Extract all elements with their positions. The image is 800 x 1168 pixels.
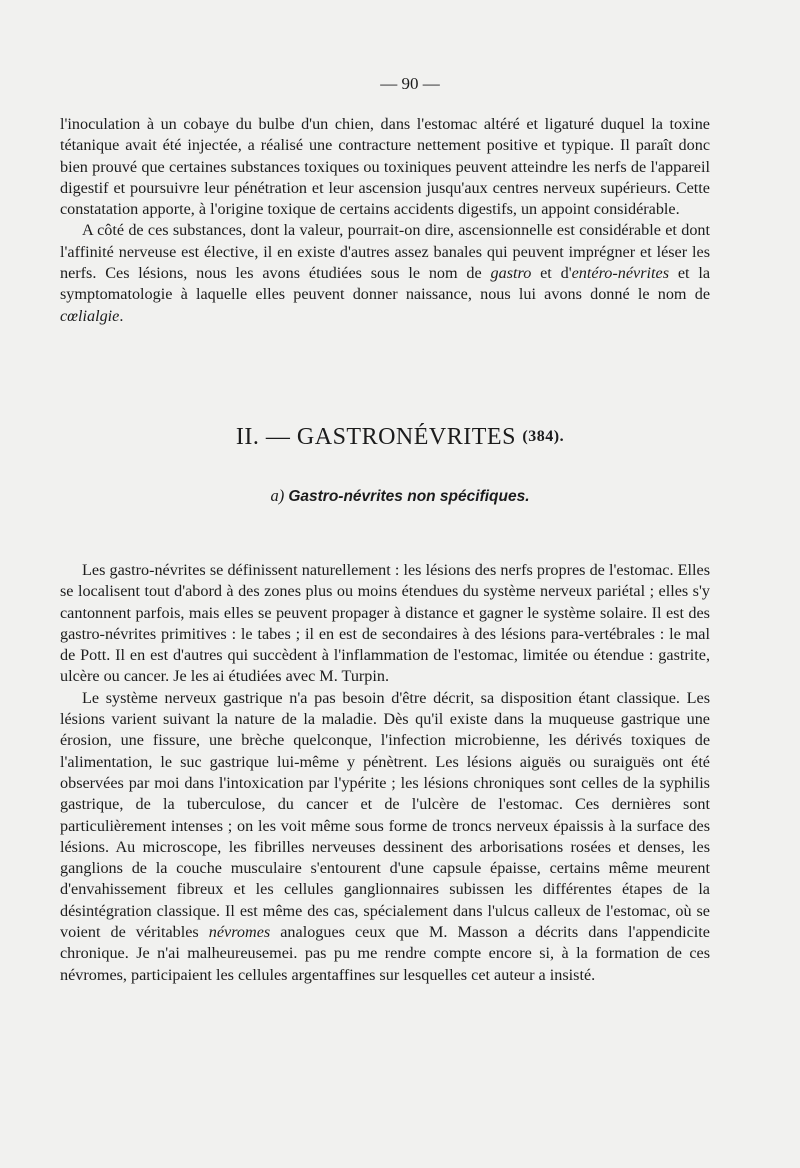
text-run: et d' — [531, 264, 572, 283]
page-number: — 90 — — [380, 74, 440, 93]
subsection-title: Gastro-névrites non spécifiques. — [288, 488, 530, 505]
subsection-letter: a) — [270, 486, 285, 505]
section-title: II. — GASTRONÉVRITES — [235, 424, 516, 450]
intro-paragraph-2 — [60, 220, 710, 326]
text-run: et la symptomatologie à laquelle elles peuvent donner naissance, nous lui avons donné le nom de — [60, 264, 711, 304]
intro-paragraph-1: l'inoculation à un cobaye du bulbe d'un chien, dans l'estomac altéré et ligaturé duquel la toxine tétanique avait été injectée, a réalisé une contracture nettement positive et typique. Il paraît donc bien prouvé que certaines substances toxiques ou toxiniques peuvent atteindre les nerfs de l'appareil digestif et poursuivre leur pénétration et leur ascension jusqu'aux centres nerveux supérieurs. Cette constatation apporte, à l'origine toxique de certains accidents digestifs, un appoint considérable. — [60, 115, 710, 219]
reference-number: (384). — [522, 428, 565, 445]
italic-term: névromes — [208, 923, 271, 942]
italic-term: gastro — [490, 264, 532, 283]
section-body — [60, 560, 710, 986]
text-run: A côté de ces substances, dont la valeur, pourrait-on dire, ascensionnelle est considérable et dont l'affinité nerveuse est élective, il en existe d'autres assez banales qui peuvent imprégner et léser les nerfs. Ces lésions, nous les avons étudiées sous le nom de — [60, 221, 710, 283]
section-paragraph-2 — [60, 688, 710, 986]
section-heading — [0, 424, 800, 451]
subsection-heading — [0, 486, 800, 506]
section-paragraph-1: Les gastro-névrites se définissent naturellement : les lésions des nerfs propres de l'estomac. Elles se localisent tout d'abord à des zones plus ou moins étendues du système nerveux pariétal ; elles s'y cantonnent parfois, mais elles se peuvent propager à distance et gagner le système solaire. Il est des gastro-névrites primitives : le tabes ; il en est de secondaires à des lésions para-vertébrales : le mal de Pott. Il en est d'autres qui succèdent à l'inflammation de l'estomac, limitée ou étendue : gastrite, ulcère ou cancer. Je les ai étudiées avec M. Turpin. — [60, 561, 710, 686]
italic-term: entéro-névrites — [571, 264, 670, 283]
text-run: . — [119, 306, 124, 325]
text-run: analogues ceux que M. Masson a décrits dans l'appendicite chronique. Je n'ai malheureusemei. pas pu me rendre compte encore si, à la formation de ces névromes, participaient les cellules argentaffines sur lesquelles cet auteur a insisté. — [60, 923, 710, 984]
italic-term: cœlialgie — [60, 306, 120, 325]
intro-text — [60, 114, 710, 327]
text-run: Le système nerveux gastrique n'a pas besoin d'être décrit, sa disposition étant classique. Les lésions varient suivant la nature de la maladie. Dès qu'il existe dans la muqueuse gastrique une érosion, une fissure, une brèche quelconque, l'infection microbienne, les dérivés toxiques de l'alimentation, le suc gastrique lui-même y pénètrent. Les lésions aiguës ou suraiguës ont été observées par moi dans l'intoxication par l'ypérite ; les lésions chroniques sont celles de la syphilis gastrique, de la tuberculose, du cancer et de l'ulcère de l'estomac. Ces dernières sont particulièrement intenses ; on les voit même sous forme de troncs nerveux épaissis à la surface des lésions. Au microscope, les fibrilles nerveuses dessinent des arborisations rosées et denses, les ganglions de la couche musculaire s'entourent d'une capsule épaisse, certains même meurent d'envahissement fibreux et les cellules ganglionnaires subissen les différentes étapes de la désintégration classique. Il est même des cas, spécialement dans l'ulcus calleux de l'estomac, où se voient de véritables — [60, 688, 710, 942]
